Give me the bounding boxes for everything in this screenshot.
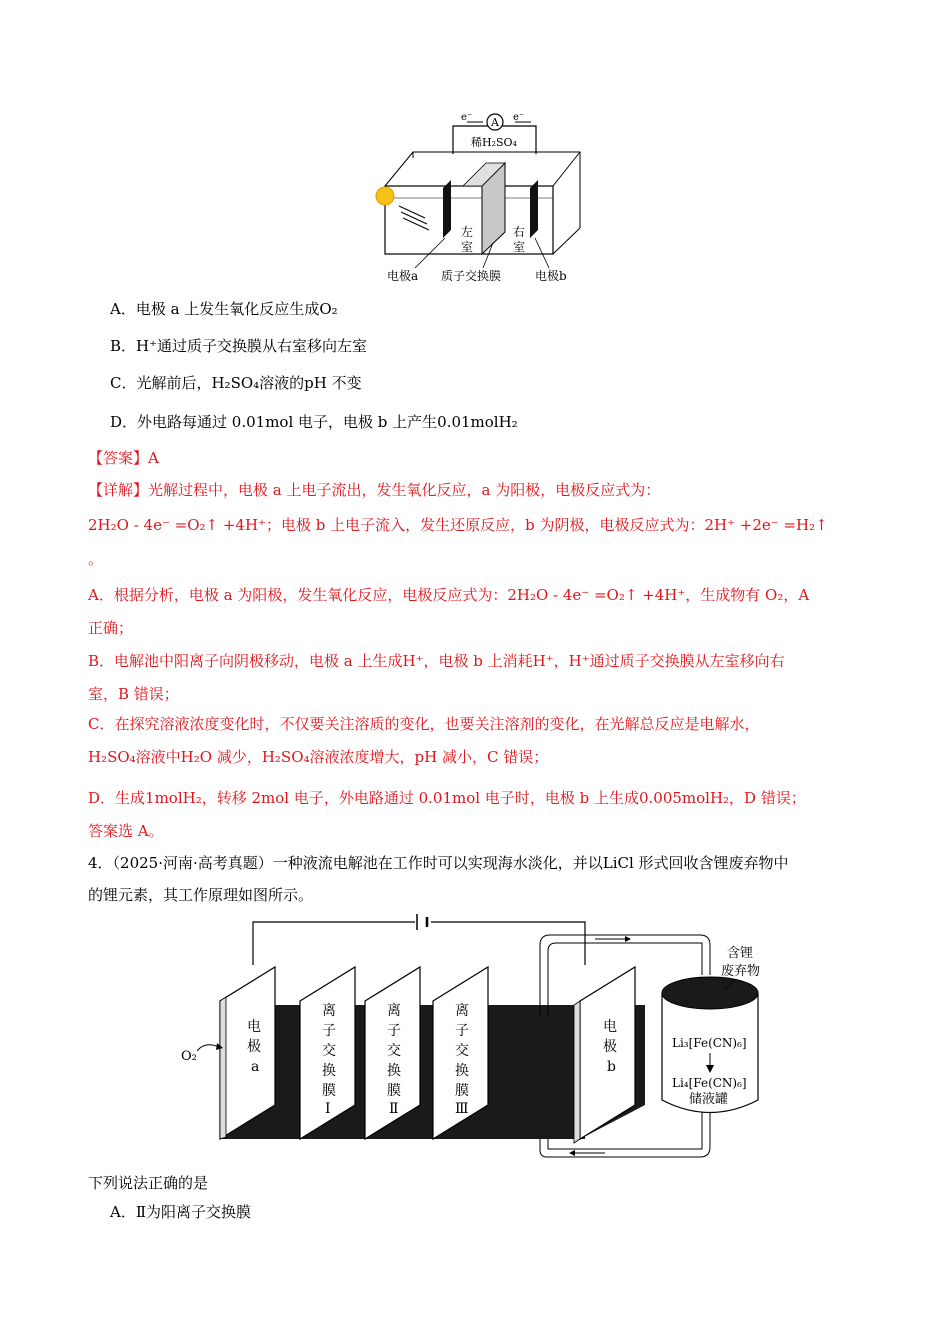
detail-line-2: 2H₂O - 4e⁻ =O₂↑ +4H⁺；电极 b 上电子流入，发生还原反应，b 为阴极，电极反应式为：2H⁺ +2e⁻ =H₂↑ bbox=[88, 516, 828, 534]
detail-line-3: 。 bbox=[88, 550, 104, 568]
electron-right-label: e⁻ bbox=[513, 112, 525, 123]
membrane-3-char-6: Ⅲ bbox=[455, 1101, 469, 1117]
q4-prompt: 下列说法正确的是 bbox=[88, 1174, 209, 1192]
waste-label-2: 废弃物 bbox=[721, 964, 761, 979]
analysis-a-line-2: 正确； bbox=[88, 619, 134, 637]
option-c: C．光解前后，H₂SO₄溶液的pH 不变 bbox=[110, 374, 362, 392]
analysis-a-line-1: A．根据分析，电极 a 为阳极，发生氧化反应，电极反应式为：2H₂O - 4e⁻ =O₂↑ +4H⁺，生成物有 O₂，A bbox=[88, 586, 810, 604]
membrane-2-char-1: 离 bbox=[387, 1003, 401, 1019]
membrane-3-char-4: 换 bbox=[455, 1063, 469, 1079]
membrane-2-char-4: 换 bbox=[387, 1063, 401, 1079]
sun-icon bbox=[376, 187, 394, 205]
membrane-3-char-1: 离 bbox=[455, 1003, 469, 1019]
membrane-2-char-3: 交 bbox=[387, 1043, 401, 1059]
answer-label: 【答案】A bbox=[88, 449, 159, 467]
detail-line-1: 【详解】光解过程中，电极 a 上电子流出，发生氧化反应，a 为阳极，电极反应式为： bbox=[88, 481, 661, 499]
membrane-2-char-5: 膜 bbox=[387, 1083, 401, 1099]
left-room-label-2: 室 bbox=[461, 240, 474, 254]
electrode-a-label: 电极a bbox=[387, 269, 419, 283]
analysis-d-line-1: D．生成1molH₂，转移 2mol 电子，外电路通过 0.01mol 电子时，电极 b 上生成0.005molH₂，D 错误； bbox=[88, 789, 806, 807]
electrode-a-char-2: 极 bbox=[247, 1039, 261, 1055]
o2-label: O₂ bbox=[181, 1049, 197, 1064]
membrane-1-char-6: Ⅰ bbox=[325, 1101, 331, 1117]
membrane-3-char-5: 膜 bbox=[455, 1083, 469, 1099]
membrane-3-char-2: 子 bbox=[455, 1023, 469, 1039]
analysis-c-line-1: C．在探究溶液浓度变化时，不仅要关注溶质的变化，也要关注溶剂的变化，在光解总反应是电解水， bbox=[88, 715, 760, 733]
analysis-b-line-2: 室，B 错误； bbox=[88, 685, 179, 703]
membrane-1-char-1: 离 bbox=[322, 1003, 336, 1019]
electrode-b-label: 电极b bbox=[535, 269, 567, 283]
electrode-a-char-1: 电 bbox=[247, 1019, 261, 1035]
membrane-1-char-4: 换 bbox=[322, 1063, 336, 1079]
membrane-1-char-2: 子 bbox=[322, 1023, 336, 1039]
electrode-b-char-3: b bbox=[607, 1059, 616, 1075]
electron-left-label: e⁻ bbox=[461, 112, 473, 123]
tank-top-species: Li₃[Fe(CN)₆] bbox=[672, 1036, 747, 1050]
q4-stem-line-2: 的锂元素，其工作原理如图所示。 bbox=[88, 886, 314, 904]
left-room-label-1: 左 bbox=[461, 225, 474, 239]
option-a: A．电极 a 上发生氧化反应生成O₂ bbox=[110, 300, 338, 318]
flow-cell-diagram bbox=[175, 905, 775, 1160]
analysis-b-line-1: B．电解池中阳离子向阴极移动，电极 a 上生成H⁺，电极 b 上消耗H⁺，H⁺通过质子交换膜从左室移向右 bbox=[88, 652, 785, 670]
right-room-label-1: 右 bbox=[513, 225, 526, 239]
tank-bottom-species: Li₄[Fe(CN)₆] bbox=[672, 1076, 747, 1090]
electrode-b-char-1: 电 bbox=[603, 1019, 617, 1035]
membrane-2-char-2: 子 bbox=[387, 1023, 401, 1039]
membrane-2-char-6: Ⅱ bbox=[389, 1101, 399, 1117]
final-answer: 答案选 A。 bbox=[88, 822, 164, 840]
ammeter-label: A bbox=[491, 116, 499, 129]
option-d: D．外电路每通过 0.01mol 电子，电极 b 上产生0.01molH₂ bbox=[110, 413, 518, 431]
electrode-b-char-2: 极 bbox=[603, 1039, 617, 1055]
right-room-label-2: 室 bbox=[513, 240, 526, 254]
membrane-label: 质子交换膜 bbox=[441, 269, 502, 283]
membrane-3-char-3: 交 bbox=[455, 1043, 469, 1059]
electrode-a-char-3: a bbox=[251, 1059, 260, 1075]
membrane-1-char-5: 膜 bbox=[322, 1083, 336, 1099]
membrane-1-char-3: 交 bbox=[322, 1043, 336, 1059]
option-b: B．H⁺通过质子交换膜从右室移向左室 bbox=[110, 337, 368, 355]
q4-stem-line-1: 4．（2025·河南·高考真题）一种液流电解池在工作时可以实现海水淡化，并以LiCl 形式回收含锂废弃物中 bbox=[88, 854, 789, 872]
tank-label: 储液罐 bbox=[689, 1092, 729, 1107]
q4-option-a: A．Ⅱ为阳离子交换膜 bbox=[110, 1203, 252, 1221]
analysis-c-line-2: H₂SO₄溶液中H₂O 减少，H₂SO₄溶液浓度增大，pH 减小，C 错误； bbox=[88, 748, 549, 766]
photoelectrolysis-diagram bbox=[365, 108, 595, 288]
acid-label: 稀H₂SO₄ bbox=[471, 136, 517, 149]
waste-label-1: 含锂 bbox=[727, 946, 754, 961]
